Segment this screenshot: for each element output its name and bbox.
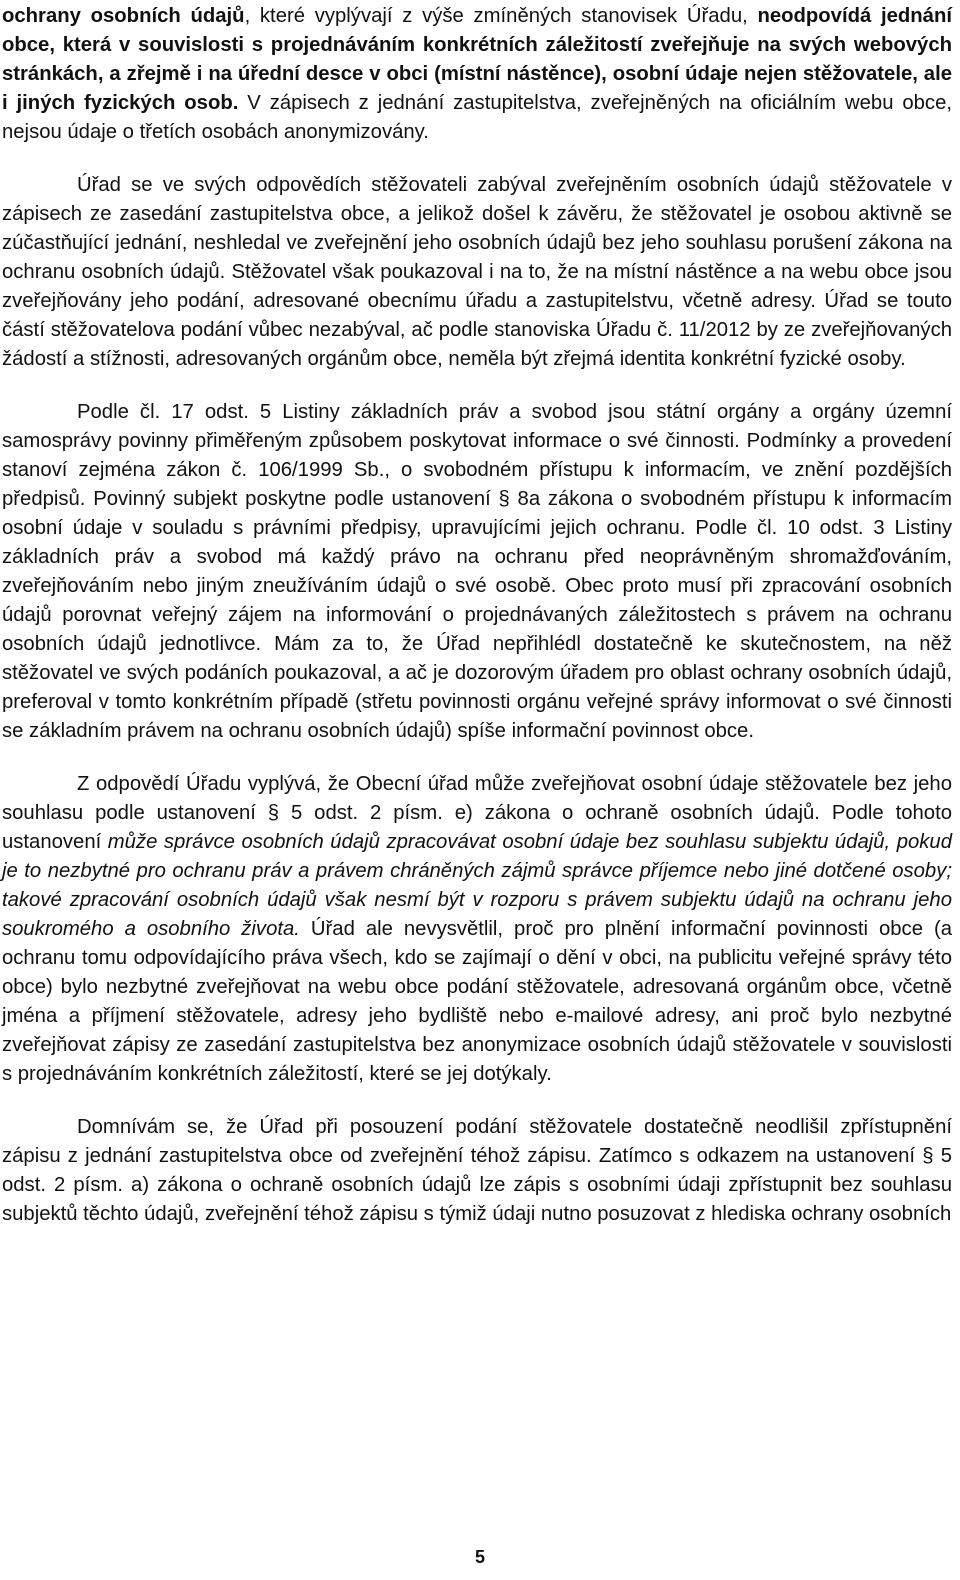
paragraph-4 [2, 770, 952, 1089]
text-run: , které vyplývají z výše zmíněných stanovisek Úřadu, [244, 5, 758, 27]
bold-phrase: neodpovídá jednání obce, která v souvislosti s projednáváním konkrétních záležitostí zveřejňuje na svých webových stránkách, a zřejmě i na úřední desce v obci (místní nástěnce), osobní údaje nejen stěžovatele, ale i jiných fyzických osob. [2, 5, 952, 114]
text-run: Úřad ale nevysvětlil, proč pro plnění informační povinnosti obce (a ochranu tomu odpovídajícího práva všech, kdo se zajímají o dění v obci, na publicitu veřejné správy této obce) bylo nezbytné zveřejňovat na webu obce podání stěžovatele, adresovaná orgánům obce, včetně jména a příjmení stěžovatele, adresy jeho bydliště nebo e-mailové adresy, ani proč bylo nezbytné zveřejňovat zápisy ze zasedání zastupitelstva bez anonymizace osobních údajů stěžovatele v souvislosti s projednáváním konkrétních záležitostí, které se jej dotýkaly. [2, 918, 952, 1085]
paragraph-1 [2, 2, 952, 147]
paragraph-5: Domnívám se, že Úřad při posouzení podání stěžovatele dostatečně neodlišil zpřístupnění zápisu z jednání zastupitelstva obce od zveřejnění téhož zápisu. Zatímco s odkazem na ustanovení § 5 odst. 2 písm. a) zákona o ochraně osobních údajů lze zápis s osobními údaji zpřístupnit bez souhlasu subjektů těchto údajů, zveřejnění téhož zápisu s týmiž údaji nutno posuzovat z hlediska ochrany osobních [2, 1116, 952, 1225]
bold-phrase: ochrany osobních údajů [2, 5, 245, 27]
page-number: 5 [474, 1547, 485, 1567]
text-run: Z odpovědí Úřadu vyplývá, že Obecní úřad může zveřejňovat osobní údaje stěžovatele bez jeho souhlasu podle ustanovení § 5 odst. 2 písm. e) zákona o ochraně osobních údajů. Podle tohoto ustanovení [2, 773, 952, 853]
paragraph-3: Podle čl. 17 odst. 5 Listiny základních práv a svobod jsou státní orgány a orgány územní samosprávy povinny přiměřeným způsobem poskytovat informace o své činnosti. Podmínky a provedení stanoví zejména zákon č. 106/1999 Sb., o svobodném přístupu k informacím, ve znění pozdějších předpisů. Povinný subjekt poskytne podle ustanovení § 8a zákona o svobodném přístupu k informacím osobní údaje v souladu s právními předpisy, upravujícími jejich ochranu. Podle čl. 10 odst. 3 Listiny základních práv a svobod má každý právo na ochranu před neoprávněným shromažďováním, zveřejňováním nebo jiným zneužíváním údajů o své osobě. Obec proto musí při zpracování osobních údajů porovnat veřejný zájem na informování o projednávaných záležitostech s právem na ochranu osobních údajů jednotlivce. Mám za to, že Úřad nepřihlédl dostatečně ke skutečnostem, na něž stěžovatel ve svých podáních poukazoval, a ač je dozorovým úřadem pro oblast ochrany osobních údajů, preferoval v tomto konkrétním případě (střetu povinnosti orgánu veřejné správy informovat o své činnosti se základním právem na ochranu osobních údajů) spíše informační povinnost obce. [2, 401, 952, 742]
body-text [2, 2, 952, 1229]
italic-quote: může správce osobních údajů zpracovávat osobní údaje bez souhlasu subjektu údajů, pokud je to nezbytné pro ochranu práv a právem chráněných zájmů správce příjemce nebo jiné dotčené osoby; takové zpracování osobních údajů však nesmí být v rozporu s právem subjektu údajů na ochranu jeho soukromého a osobního života. [2, 831, 952, 940]
text-run: V zápisech z jednání zastupitelstva, zveřejněných na oficiálním webu obce, nejsou údaje o třetích osobách anonymizovány. [2, 92, 952, 143]
paragraph-2: Úřad se ve svých odpovědích stěžovateli zabýval zveřejněním osobních údajů stěžovatele v zápisech ze zasedání zastupitelstva obce, a jelikož došel k závěru, že stěžovatel je osobou aktivně se zúčastňující jednání, neshledal ve zveřejnění jeho osobních údajů bez jeho souhlasu porušení zákona na ochranu osobních údajů. Stěžovatel však poukazoval i na to, že na místní nástěnce a na webu obce jsou zveřejňovány jeho podání, adresované obecnímu úřadu a zastupitelstvu, včetně adresy. Úřad se touto částí stěžovatelova podání vůbec nezabýval, ač podle stanoviska Úřadu č. 11/2012 by ze zveřejňovaných žádostí a stížnosti, adresovaných orgánům obce, neměla být zřejmá identita konkrétní fyzické osoby. [2, 174, 952, 370]
